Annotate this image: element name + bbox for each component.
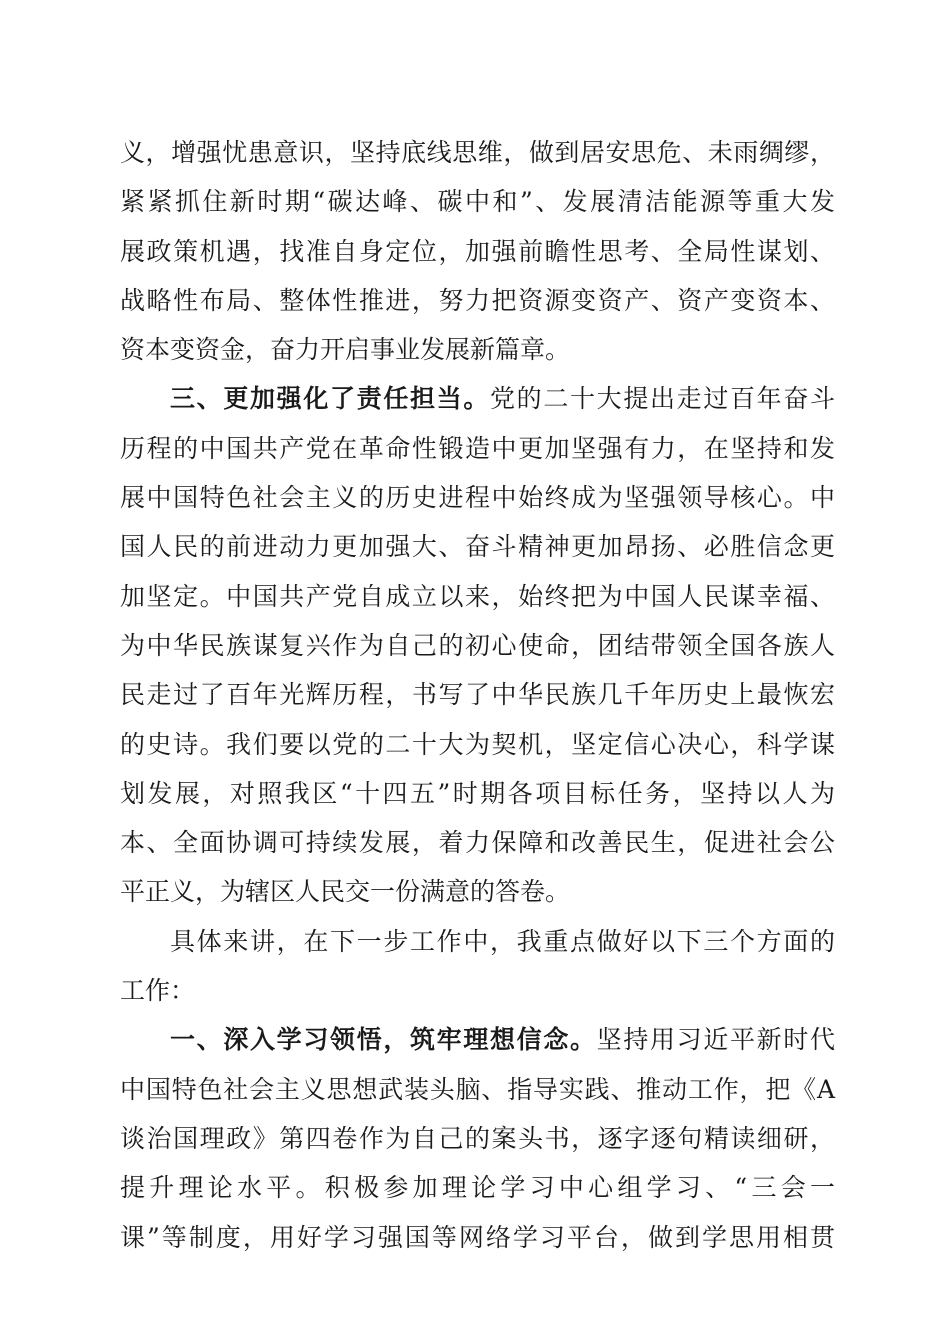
text-line: 国人民的前进动力更加强大、奋斗精神更加昂扬、必胜信念更	[120, 532, 835, 562]
text-line: 课”等制度，用好学习强国等网络学习平台，做到学思用相贯	[120, 1222, 835, 1252]
text-line: 历程的中国共产党在革命性锻造中更加坚强有力，在坚持和发	[120, 433, 835, 463]
text-line: 展政策机遇，找准自身定位，加强前瞻性思考、全局性谋划、	[120, 236, 835, 266]
text-line: 谈治国理政》第四卷作为自己的案头书，逐字逐句精读细研，	[120, 1123, 835, 1153]
text-line: 为中华民族谋复兴作为自己的初心使命，团结带领全国各族人	[120, 630, 835, 660]
text-line: 义，增强忧患意识，坚持底线思维，做到居安思危、未雨绸缪，	[120, 138, 835, 167]
paragraph-3	[120, 917, 835, 1016]
paragraph-2	[120, 374, 835, 916]
text-line: 划发展，对照我区“十四五”时期各项目标任务，坚持以人为	[120, 778, 835, 808]
text-span: 坚持用习近平新时代	[596, 1025, 835, 1055]
text-line: 平正义，为辖区人民交一份满意的答卷。	[120, 877, 571, 907]
section-heading-1: 一、深入学习领悟，筑牢理想信念。	[170, 1025, 597, 1055]
text-line: 加坚定。中国共产党自成立以来，始终把为中国人民谋幸福、	[120, 581, 835, 611]
text-line	[120, 1015, 835, 1064]
text-line: 资本变资金，奋力开启事业发展新篇章。	[120, 335, 571, 365]
text-line: 具体来讲，在下一步工作中，我重点做好以下三个方面的	[170, 926, 835, 956]
text-line: 提升理论水平。积极参加理论学习中心组学习、“三会一	[120, 1173, 835, 1203]
text-line: 中国特色社会主义思想武装头脑、指导实践、推动工作，把《A	[120, 1074, 835, 1104]
text-line	[120, 374, 835, 423]
text-line: 本、全面协调可持续发展，着力保障和改善民生，促进社会公	[120, 828, 835, 858]
paragraph-1	[120, 128, 835, 374]
text-line: 工作：	[120, 976, 196, 1006]
document-body	[120, 128, 835, 1262]
text-span: 党的二十大提出走过百年奋斗	[490, 384, 835, 414]
text-line: 的史诗。我们要以党的二十大为契机，坚定信心决心，科学谋	[120, 729, 835, 759]
text-line: 展中国特色社会主义的历史进程中始终成为坚强领导核心。中	[120, 483, 835, 513]
text-line: 紧紧抓住新时期“碳达峰、碳中和”、发展清洁能源等重大发	[120, 187, 835, 217]
text-line: 战略性布局、整体性推进，努力把资源变资产、资产变资本、	[120, 285, 835, 315]
text-line: 民走过了百年光辉历程，书写了中华民族几千年历史上最恢宏	[120, 680, 835, 710]
section-heading-3: 三、更加强化了责任担当。	[170, 384, 490, 414]
paragraph-4	[120, 1015, 835, 1261]
